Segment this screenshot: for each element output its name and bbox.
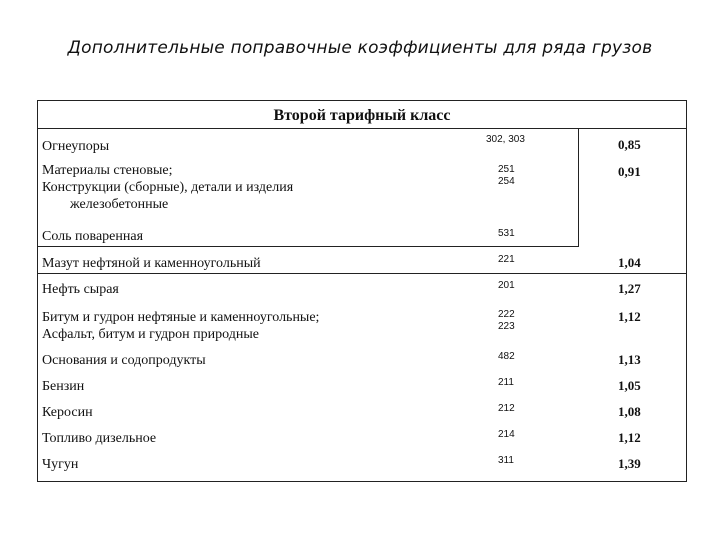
page-title: Дополнительные поправочные коэффициенты для ряда грузов: [67, 38, 653, 58]
row-divider: [38, 246, 578, 247]
cargo-code: 222 223: [498, 309, 515, 332]
cargo-name: Битум и гудрон нефтяные и каменноугольные; Асфальт, битум и гудрон природные: [42, 310, 320, 342]
coefficient: 0,91: [618, 164, 641, 179]
tariff-table: [37, 100, 687, 482]
cargo-code: 214: [498, 429, 515, 440]
cargo-code: 311: [498, 455, 514, 466]
cargo-name: Топливо дизельное: [42, 431, 157, 446]
coefficient: 1,12: [618, 309, 641, 324]
coefficient: 1,39: [618, 456, 641, 471]
table-header: Второй тарифный класс: [273, 107, 451, 124]
cargo-code: 201: [498, 280, 515, 291]
cargo-name: Чугун: [42, 457, 79, 472]
row-divider: [38, 273, 686, 274]
cargo-code: 212: [498, 403, 515, 414]
cargo-name: Соль поваренная: [42, 229, 144, 244]
cargo-name: Мазут нефтяной и каменноугольный: [42, 256, 261, 271]
cargo-name: Основания и содопродукты: [42, 353, 206, 368]
coefficient: 1,12: [618, 430, 641, 445]
cargo-code: 221: [498, 254, 515, 265]
coefficient: 1,04: [618, 255, 641, 270]
cargo-name: Огнеупоры: [42, 139, 110, 154]
coefficient: 0,85: [618, 137, 641, 152]
header-divider: [38, 128, 686, 129]
coefficient: 1,27: [618, 281, 641, 296]
cargo-code: 531: [498, 228, 515, 239]
coefficient: 1,08: [618, 404, 641, 419]
column-divider: [578, 128, 579, 247]
cargo-code: 211: [498, 377, 514, 388]
cargo-name: Керосин: [42, 405, 93, 420]
coefficient: 1,13: [618, 352, 641, 367]
coefficient: 1,05: [618, 378, 641, 393]
cargo-code: 302, 303: [486, 134, 525, 145]
cargo-name: Бензин: [42, 379, 85, 394]
cargo-code: 251 254: [498, 164, 515, 187]
cargo-name: Нефть сырая: [42, 282, 119, 297]
cargo-name: Материалы стеновые; Конструкции (сборные), детали и изделия железобетонные: [42, 163, 294, 212]
cargo-code: 482: [498, 351, 515, 362]
